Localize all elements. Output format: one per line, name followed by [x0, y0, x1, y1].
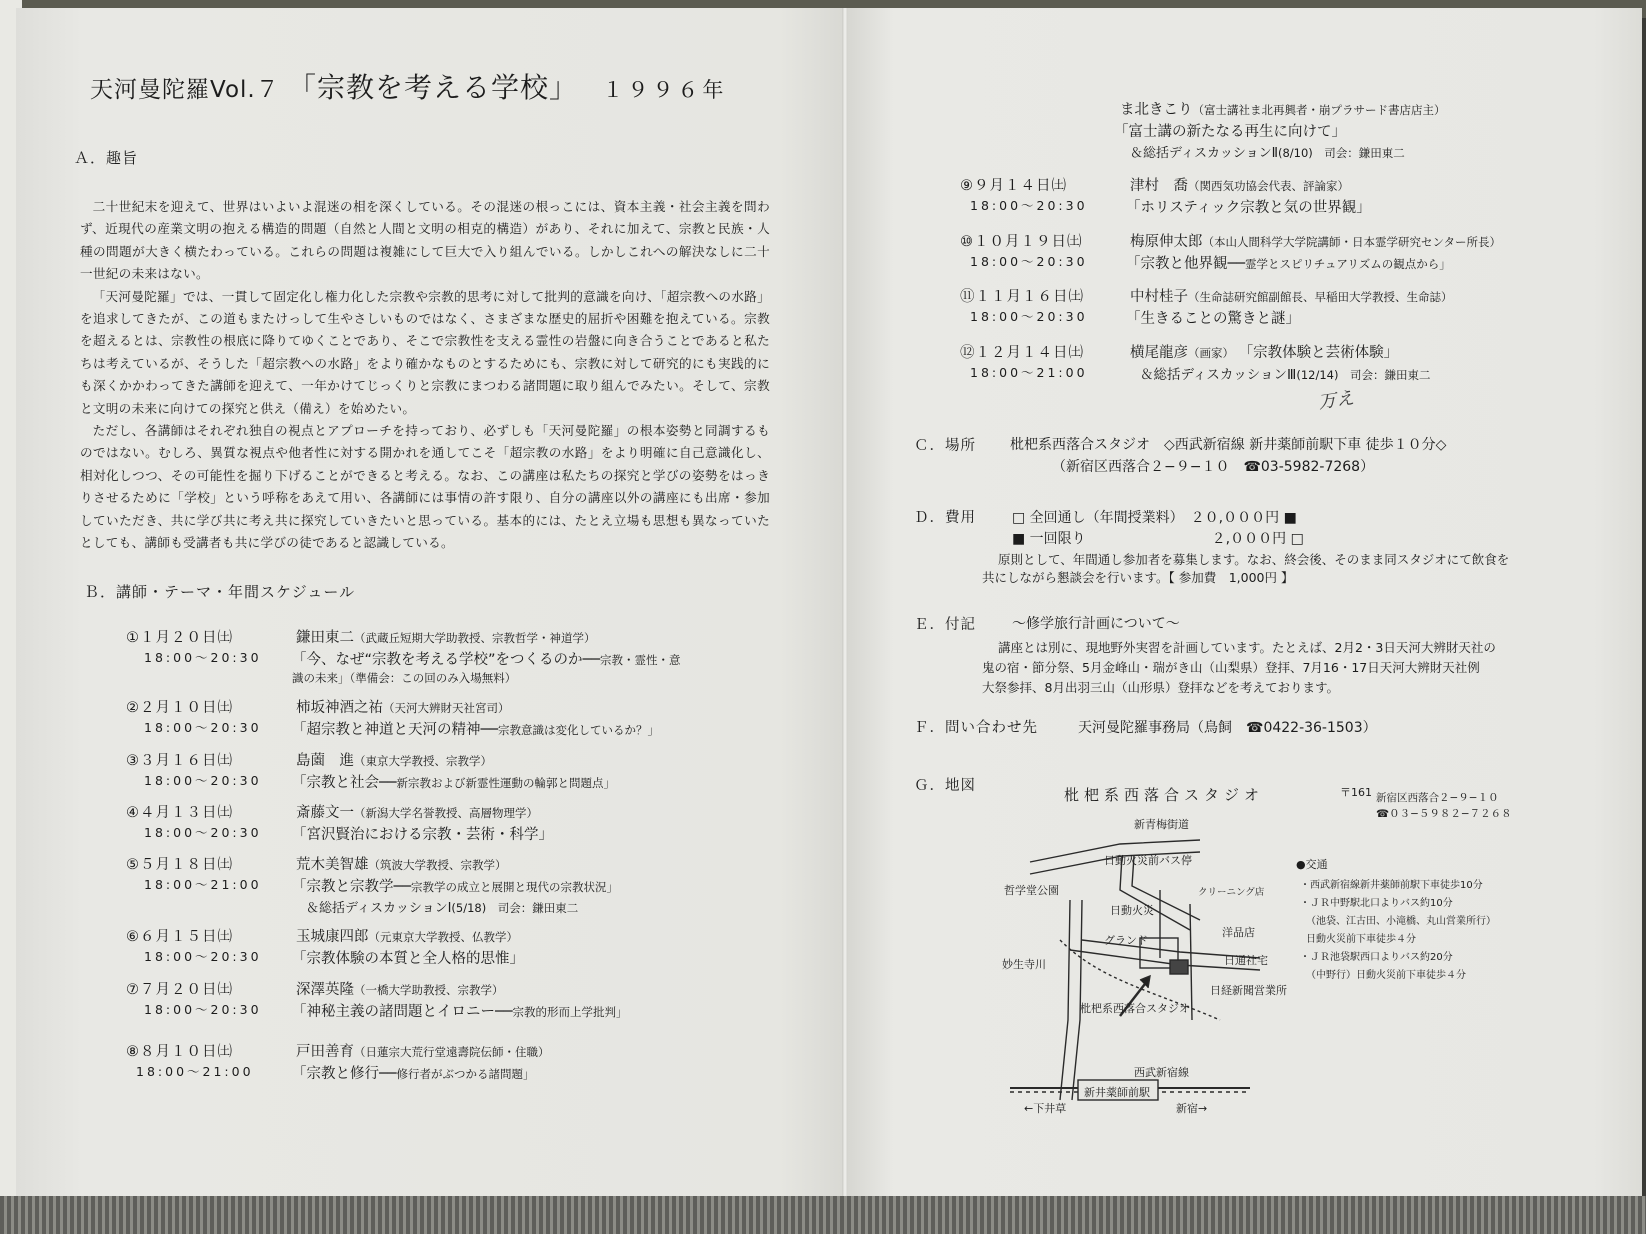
session-theme: [292, 1000, 627, 1021]
lecturer-affiliation: （関西気功協会代表、評論家）: [1188, 179, 1349, 193]
map-label-shinjuku: 新宿→: [1176, 1102, 1208, 1115]
section-e-label: Ｅ．付記: [914, 617, 976, 633]
lecturer-name: 中村桂子: [1130, 289, 1188, 305]
session-lecturer: [1130, 174, 1349, 195]
session-extra: [306, 897, 578, 916]
theme-text: 「超宗教と神道と天河の精神──: [292, 722, 498, 738]
page-fold: [842, 8, 848, 1198]
map-label-nichido: 日動火災: [1110, 904, 1154, 917]
session-date: ③３月１６日㈯: [126, 753, 233, 769]
theme-text: 「宮沢賢治における宗教・芸術・科学」: [292, 827, 553, 843]
map-label-studio: 枇杷系西落合スタジオ: [1080, 1002, 1190, 1015]
lecturer-name: 柿坂神酒之祐: [296, 700, 383, 716]
section-a-heading: Ａ．趣旨: [74, 149, 139, 167]
section-c-label: Ｃ．場所: [914, 438, 976, 454]
access-line: 日動火災前下車徒歩４分: [1306, 934, 1416, 945]
lecturer-affiliation: （天河大辨財天社宮司）: [383, 701, 510, 715]
session-lecturer: [1130, 285, 1453, 306]
session-date: ⑪１１月１６日㈯: [960, 289, 1084, 305]
theme-subtext: 新宗教および新霊性運動の輪郭と問題点」: [396, 776, 615, 790]
lecturer-affiliation: （筑波大学教授、宗教学）: [368, 858, 507, 872]
session-time: 18:00〜20:30: [970, 198, 1088, 213]
handwritten-note: 万え: [1316, 387, 1356, 414]
session-time: 18:00〜20:30: [144, 773, 262, 788]
session-lecturer: [296, 626, 596, 647]
fee-option-single: ■ 一回限り ２,０００円 □: [1012, 531, 1304, 547]
lecturer-name: 荒木美智雄: [296, 857, 369, 873]
fee-note: 共にしながら懇談会を行います。【 参加費 1,000円 】: [982, 570, 1294, 585]
session-theme: [292, 875, 618, 896]
theme-subtext: 宗教学の成立と展開と現代の宗教状況」: [410, 880, 618, 894]
lecturer-name: 斎藤文一: [296, 805, 354, 821]
map-label-railway: 西武新宿線: [1134, 1066, 1189, 1079]
theme-subtext: 宗教・霊性・意: [599, 653, 681, 667]
session-lecturer: [296, 978, 504, 999]
venue-address: （新宿区西落合２−９−１０ ☎03-5982-7268）: [1052, 459, 1375, 475]
access-line: ・西武新宿線新井薬師前駅下車徒歩10分: [1300, 880, 1483, 891]
series-name: 天河曼陀羅Vol.７: [90, 77, 280, 103]
session-time: 18:00〜20:30: [144, 949, 262, 964]
purpose-paragraph: 二十世紀末を迎えて、世界はいよいよ混迷の相を深くしている。その混迷の根っこには、資本主義・社会主義を問わず、近現代の産業文明の抱える構造的問題（自然と人間と文明の相克的構造）があり、それに加えて、宗教と民族・人種の問題が大きく横たわっている。これらの問題は複雑にして巨大で入り組んでいる。しかしこれへの解決なしに二十一世紀の未来はない。: [80, 199, 770, 282]
purpose-paragraph: 「天河曼陀羅」では、一貫して固定化し権力化した宗教や宗教的思考に対して批判的意識を向け、「超宗教への水路」を追求してきたが、この道もまたけっして生やさしいものではなく、さまざまな歴史的屈折や困難を抱えている。宗教を超えるとは、宗教性の根底に降りてゆくことであり、そこで宗教性を支える霊性の岩盤に向き合うことであると私たちは考えているが、そうした「超宗教への水路」をより確かなものとするためにも、宗教に対して研究的にも実践的にも深くかかわってきた講師を迎えて、一年かけてじっくりと宗教にまつわる諸問題に取り組んでみたい。そして、宗教と文明の未来に向けての探究と供え（備え）を始めたい。: [80, 288, 770, 416]
map-label-river: 妙生寺川: [1002, 958, 1046, 971]
lecturer-affiliation: （一橋大学助教授、宗教学）: [354, 983, 504, 997]
trip-text: 大祭参拝、8月出羽三山（山形県）登拝などを考えております。: [982, 680, 1339, 695]
discussion-label: ＆総括ディスカッションⅠ: [306, 901, 452, 916]
theme-text: 「宗教と宗教学──: [292, 879, 411, 895]
map-label-station: 新井薬師前駅: [1084, 1086, 1150, 1099]
session-lecturer: [1120, 98, 1446, 119]
lecturer-name: 戸田善育: [296, 1044, 354, 1060]
theme-text: 「宗教と他界観──: [1126, 256, 1245, 272]
session-time: 18:00〜20:30: [144, 720, 262, 735]
discussion-note: (12/14) 司会：鎌田東二: [1296, 368, 1431, 382]
discussion-label: ＆総括ディスカッションⅡ: [1130, 146, 1278, 161]
session-lecturer: [296, 801, 538, 822]
trip-text: 講座とは別に、現地野外実習を計画しています。たとえば、2月2・3日天河大辨財天社の: [998, 640, 1496, 655]
lecturer-affiliation: （日蓮宗大荒行堂遠壽院伝師・住職）: [354, 1045, 550, 1059]
session-extra: 識の未来」（準備会：この回のみ入場無料）: [292, 671, 517, 685]
session-time: 18:00〜21:00: [970, 365, 1088, 380]
purpose-text: [80, 196, 770, 555]
session-lecturer: [1130, 341, 1398, 362]
map-postal: 〒161: [1340, 786, 1372, 799]
session-lecturer: [296, 1040, 550, 1061]
session-theme: [292, 947, 524, 968]
session-time: 18:00〜20:30: [970, 309, 1088, 324]
map-label-shop: 洋品店: [1222, 926, 1255, 939]
session-date: ④４月１３日㈯: [126, 805, 233, 821]
session-theme: [292, 718, 659, 739]
map-label-newspaper: 日経新聞営業所: [1210, 984, 1287, 997]
theme-text: 「神秘主義の諸問題とイロニー──: [292, 1004, 513, 1020]
discussion-label: ＆総括ディスカッションⅢ: [1140, 367, 1297, 383]
fee-note: 原則として、年間通し参加者を募集します。なお、終会後、そのまま同スタジオにて飲食を: [998, 552, 1510, 567]
lecturer-affiliation: （生命誌研究館副館長、早稲田大学教授、生命誌）: [1188, 290, 1453, 304]
session-theme: 「生きることの驚きと謎」: [1126, 311, 1300, 327]
session-lecturer: [296, 853, 507, 874]
session-extra: [1130, 142, 1405, 161]
session-date: ⑤５月１８日㈯: [126, 857, 233, 873]
session-time: 18:00〜21:00: [144, 877, 262, 892]
session-date: ②２月１０日㈯: [126, 700, 233, 716]
fee-option-full: □ 全回通し（年間授業料） ２０,０００円 ■: [1012, 510, 1297, 526]
lecturer-affiliation: （富士講社ま北再興者・崩プラサード書店店主）: [1192, 103, 1446, 117]
session-time: 18:00〜20:30: [144, 650, 262, 665]
map-label-bus-stop: 日動火災前バス停: [1104, 854, 1192, 867]
lecturer-name: 玉城康四郎: [296, 929, 369, 945]
session-theme: 「富士講の新たなる再生に向けて」: [1114, 124, 1346, 140]
theme-subtext: 宗教意識は変化しているか？」: [497, 723, 659, 737]
lecturer-affiliation: （元東京大学教授、仏教学）: [368, 930, 518, 944]
session-date: ⑦７月２０日㈯: [126, 982, 233, 998]
title-year: １９９６年: [602, 78, 728, 102]
theme-text: 「宗教と修行──: [292, 1066, 397, 1082]
map-label-shimoigusa: ←下井草: [1024, 1102, 1067, 1115]
section-g-label: Ｇ．地図: [914, 778, 976, 794]
purpose-paragraph: ただし、各講師はそれぞれ独自の視点とアプローチを持っており、必ずしも「天河曼陀羅」の根本姿勢と同調するものではない。むしろ、異質な視点や他者性に対する開かれを通してこそ「超宗教の水路」をより明確に自己意識化し、相対化しつつ、その可能性を掘り下げることができると考える。なお、この講座は私たちの探究と学びの姿勢をはっきりさせるために「学校」という呼称をあえて用い、各講師には事情の許す限り、自分の講座以外の講座にも出席・参加していただき、共に学び共に考え共に探究していきたいと思っている。基本的には、たとえ立場も思想も異なっていたとしても、講師も受講者も共に学びの徒であると認識している。: [80, 423, 770, 551]
map-label-cleaning: クリーニング店: [1198, 887, 1265, 898]
document-title: [90, 66, 727, 106]
session-theme: [292, 771, 615, 792]
theme-subtext: 修行者がぶつかる諸問題」: [396, 1067, 535, 1081]
contact-info: 天河曼陀羅事務局（鳥飼 ☎0422-36-1503）: [1078, 720, 1377, 736]
lecturer-name: 深澤英隆: [296, 982, 354, 998]
session-date: ⑫１２月１４日㈯: [960, 345, 1084, 361]
map-title: 枇杷系西落合スタジオ: [1064, 786, 1265, 804]
section-b-heading: Ｂ．講師・テーマ・年間スケジュール: [84, 583, 356, 601]
map-label-ground: グランド: [1104, 934, 1148, 947]
map-label-housing: 日通社宅: [1224, 954, 1268, 967]
section-f-label: Ｆ．問い合わせ先: [914, 720, 1038, 736]
discussion-note: (5/18) 司会：鎌田東二: [451, 901, 579, 915]
trip-text: 鬼の宿・節分祭、5月金峰山・瑞がき山（山梨県）登拝、7月16・17日天河大辨財天社例: [982, 660, 1480, 675]
map-address: 新宿区西落合２−９−１０: [1376, 792, 1499, 804]
session-time: 18:00〜20:30: [144, 1002, 262, 1017]
lecturer-name: ま北きこり: [1120, 102, 1193, 118]
lecturer-name: 梅原伸太郎: [1130, 234, 1203, 250]
trip-subtitle: 〜修学旅行計画について〜: [1012, 616, 1180, 632]
session-date: ⑧８月１０日㈯: [126, 1044, 233, 1060]
lecturer-affiliation: （武蔵丘短期大学助教授、宗教哲学・神道学）: [354, 631, 596, 645]
section-d-label: Ｄ．費用: [914, 510, 976, 526]
discussion-note: (8/10) 司会：鎌田東二: [1277, 146, 1405, 160]
venue-name: 枇杷系西落合スタジオ ◇西武新宿線 新井薬師前駅下車 徒歩１０分◇: [1010, 437, 1447, 453]
map-tel: ☎０３−５９８２−７２６８: [1376, 808, 1512, 820]
lecturer-affiliation: （新潟大学名誉教授、高層物理学）: [354, 806, 538, 820]
theme-inline: 「宗教体験と芸術体験」: [1238, 345, 1399, 361]
lecturer-name: 横尾龍彦: [1130, 345, 1188, 361]
main-title: 「宗教を考える学校」: [288, 71, 579, 104]
session-lecturer: [1130, 230, 1501, 251]
access-line: （池袋、江古田、小滝橋、丸山営業所行）: [1306, 916, 1496, 927]
access-line: ・ＪＲ中野駅北口よりバス約10分: [1300, 898, 1453, 909]
session-theme: [292, 1062, 534, 1083]
session-time: 18:00〜20:30: [970, 254, 1088, 269]
session-date: ①１月２０日㈯: [126, 630, 233, 646]
map-label-park: 哲学堂公園: [1004, 884, 1059, 897]
session-theme: 「ホリスティック宗教と気の世界観」: [1126, 200, 1371, 216]
device-grille: [0, 1196, 1646, 1234]
session-time: 18:00〜21:00: [136, 1064, 254, 1079]
session-theme: [1140, 363, 1430, 383]
lecturer-affiliation: （東京大学教授、宗教学）: [354, 754, 492, 768]
session-time: 18:00〜20:30: [144, 825, 262, 840]
session-date: ⑩１０月１９日㈯: [960, 234, 1083, 250]
session-theme: [1126, 252, 1451, 273]
theme-text: 「宗教と社会──: [292, 775, 397, 791]
lecturer-name: 島薗 進: [296, 753, 354, 769]
session-lecturer: [296, 749, 492, 770]
access-heading: ●交通: [1296, 858, 1328, 871]
theme-subtext: 宗教的形而上学批判」: [512, 1005, 628, 1019]
access-line: ・ＪＲ池袋駅西口よりバス約20分: [1300, 952, 1453, 963]
session-lecturer: [296, 925, 518, 946]
map-label-road: 新青梅街道: [1134, 818, 1189, 831]
lecturer-name: 津村 喬: [1130, 178, 1188, 194]
theme-subtext: 霊学とスピリチュアリズムの観点から」: [1244, 257, 1451, 271]
theme-text: 「宗教体験の本質と全人格的思惟」: [292, 951, 524, 967]
session-date: ⑨９月１４日㈯: [960, 178, 1067, 194]
access-line: （中野行）日動火災前下車徒歩４分: [1306, 970, 1466, 981]
session-theme: [292, 823, 553, 844]
session-lecturer: [296, 696, 510, 717]
lecturer-name: 鎌田東二: [296, 630, 354, 646]
lecturer-affiliation: （画家）: [1188, 346, 1234, 360]
lecturer-affiliation: （本山人間科学大学院講師・日本霊学研究センター所長）: [1202, 235, 1502, 249]
session-date: ⑥６月１５日㈯: [126, 929, 233, 945]
theme-text: 「今、なぜ“宗教を考える学校”をつくるのか──: [292, 652, 600, 668]
session-theme: [292, 648, 680, 669]
